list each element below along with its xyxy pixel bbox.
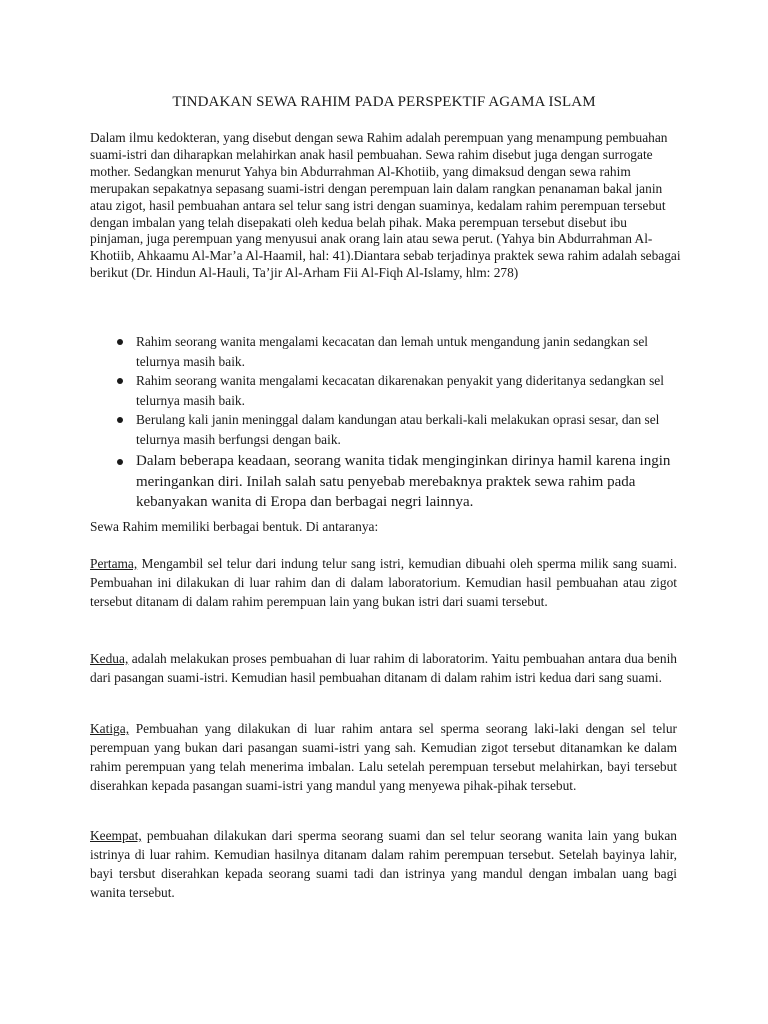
intro-paragraph: Dalam ilmu kedokteran, yang disebut dengan sewa Rahim adalah perempuan yang menampung pembuahan suami-istri dan diharapkan melahirkan anak hasil pembuahan. Sewa rahim disebut juga dengan surrogate mother. Sedangkan menurut Yahya bin Abdurrahman Al-Khotiib, yang dimaksud dengan sewa rahim merupakan sepakatnya sepasang suami-istri dengan perempuan lain dalam rangkan penanaman bakal janin atau zigot, hasil pembuahan antara sel telur sang istri dengan suaminya, kedalam rahim perempuan tersebut dengan imbalan yang telah disepakati oleh kedua belah pihak. Maka perempuan tersebut disebut ibu pinjaman, juga perempuan yang menyusui anak orang lain atau sewa perut. (Yahya bin Abdurrahman Al-Khotiib, Ahkaamu Al-Mar’a Al-Haamil, hal: 41).Diantara sebab terjadinya praktek sewa rahim adalah sebagai berikut (Dr. Hindun Al-Hauli, Ta’jir Al-Arham Fii Al-Fiqh Al-Islamy, hlm: 278) xyxy=(90,130,681,281)
form-lead-1: Pertama, xyxy=(90,556,138,571)
list-item-text: Rahim seorang wanita mengalami kecacatan dikarenakan penyakit yang dideritanya sedangkan sel telurnya masih baik. xyxy=(136,373,664,408)
bullet-icon xyxy=(117,339,123,345)
forms-intro: Sewa Rahim memiliki berbagai bentuk. Di antaranya: xyxy=(90,519,379,534)
form-paragraph-1 xyxy=(90,555,677,612)
form-paragraph-3 xyxy=(90,720,677,796)
form-text-2: adalah melakukan proses pembuahan di luar rahim di laboratorim. Yaitu pembuahan antara dua benih dari pasangan suami-istri. Kemudian hasil pembuahan ditanam di dalam rahim istri kedua dari sang suami. xyxy=(90,651,677,685)
form-text-4: pembuahan dilakukan dari sperma seorang suami dan sel telur seorang wanita lain yang bukan istrinya di luar rahim. Kemudian hasilnya ditanam dalam rahim perempuan tersebut. Setelah bayinya lahir, bayi tersbut diserahkan kepada seorang suami tadi dan istrinya yang mandul dengan imbalan uang bagi wanita tersebut. xyxy=(90,828,677,900)
list-item xyxy=(90,371,690,410)
causes-list xyxy=(90,332,690,513)
form-text-3: Pembuahan yang dilakukan di luar rahim antara sel sperma seorang laki-laki dengan sel telur perempuan yang bukan dari pasangan suami-istri yang sah. Kemudian zigot tersebut ditanamkan ke dalam rahim perempuan yang telah menerima imbalan. Lalu setelah perempuan tersebut melahirkan, bayi tersebut diserahkan kepada pasangan suami-istri yang mandul yang menyewa pihak-pihak tersebut. xyxy=(90,721,677,793)
form-lead-3: Katiga, xyxy=(90,721,130,736)
list-item xyxy=(90,332,690,371)
bullet-icon xyxy=(117,378,123,384)
list-item xyxy=(90,410,690,449)
form-paragraph-4 xyxy=(90,827,677,903)
list-item-text: Berulang kali janin meninggal dalam kandungan atau berkali-kali melakukan oprasi sesar, dan sel telurnya masih berfungsi dengan baik. xyxy=(136,412,660,447)
form-lead-2: Kedua, xyxy=(90,651,129,666)
list-item xyxy=(90,451,690,513)
bullet-icon xyxy=(117,459,123,465)
document-title: TINDAKAN SEWA RAHIM PADA PERSPEKTIF AGAMA ISLAM xyxy=(172,94,596,110)
list-item-text: Dalam beberapa keadaan, seorang wanita tidak menginginkan dirinya hamil karena ingin meringankan diri. Inilah salah satu penyebab merebaknya praktek sewa rahim pada kebanyakan wanita di Eropa dan berbagai negri lainnya. xyxy=(136,453,671,510)
list-item-text: Rahim seorang wanita mengalami kecacatan dan lemah untuk mengandung janin sedangkan sel telurnya masih baik. xyxy=(136,334,649,369)
form-paragraph-2 xyxy=(90,650,677,688)
form-text-1: Mengambil sel telur dari indung telur sang istri, kemudian dibuahi oleh sperma milik sang suami. Pembuahan ini dilakukan di luar rahim dan di dalam laboratorium. Kemudian hasil pembuahan atau zigot tersebut ditanam di dalam rahim perempuan lain yang bukan istri dari suami tersebut. xyxy=(90,556,677,609)
bullet-icon xyxy=(117,417,123,423)
form-lead-4: Keempat, xyxy=(90,828,142,843)
